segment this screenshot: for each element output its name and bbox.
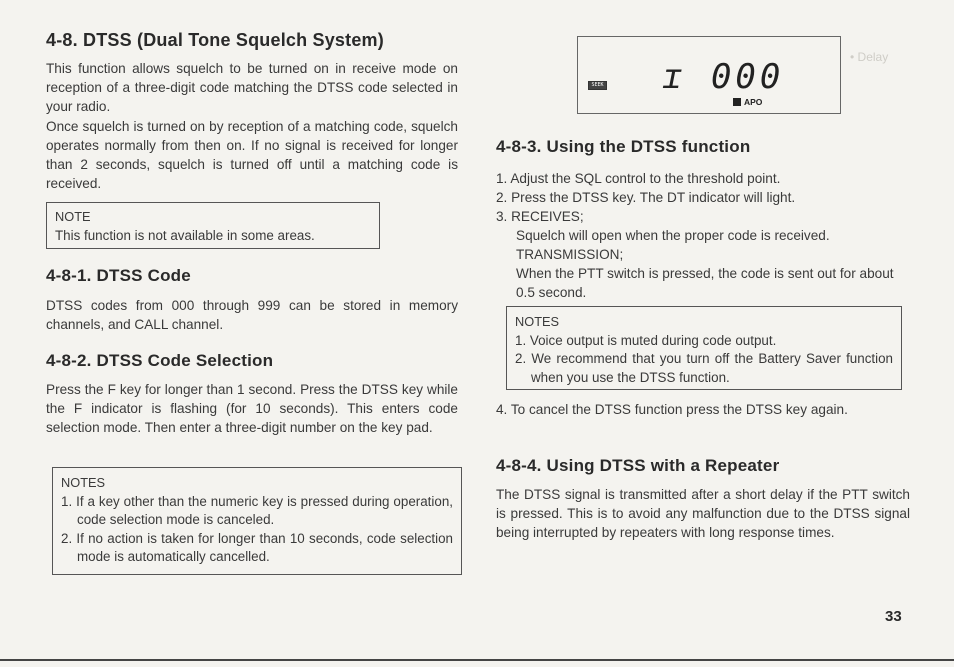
subsection-title-code-selection: 4-8-2. DTSS Code Selection	[46, 351, 274, 370]
dtss-code-text: DTSS codes from 000 through 999 can be stored in memory channels, and CALL channel.	[46, 298, 458, 333]
note-title: NOTE	[55, 209, 91, 224]
section-title: 4-8. DTSS (Dual Tone Squelch System)	[46, 30, 384, 50]
step-item: 2. Press the DTSS key. The DT indicator will light.	[496, 190, 796, 205]
apo-square-icon	[733, 98, 741, 106]
intro-paragraphs	[46, 59, 458, 193]
bottom-rule	[0, 659, 954, 661]
repeater-text: The DTSS signal is transmitted after a short delay if the PTT switch is pressed. This is to avoid any malfunction due to the DTSS signal being interrupted by repeaters with long response times.	[496, 487, 910, 541]
subsection-title-using-dtss: 4-8-3. Using the DTSS function	[496, 137, 751, 156]
note-item: 1. If a key other than the numeric key is pressed during operation, code selection mode is canceled.	[61, 493, 453, 527]
note-box	[46, 202, 380, 249]
show-through-text: • Delay	[850, 50, 889, 64]
lcd-display	[577, 36, 841, 114]
steps-list	[496, 169, 910, 302]
step-detail: TRANSMISSION;	[516, 247, 624, 262]
notes-box	[52, 467, 462, 575]
note-item: 1. Voice output is muted during code output.	[515, 332, 777, 348]
code-selection-text: Press the F key for longer than 1 second. Press the DTSS key while the F indicator is flashing (for 10 seconds). This enters code selection mode. Then enter a three-digit number on the key pad.	[46, 382, 458, 436]
intro-text-2: Once squelch is turned on by reception of a matching code, squelch operates normally from then on. If no signal is received for longer than 2 seconds, squelch is turned off until a matching code is received.	[46, 118, 458, 192]
page-number: 33	[885, 608, 902, 625]
dtss-code-digits: ɪ 000	[662, 57, 785, 97]
intro-text: This function allows squelch to be turned on in receive mode on reception of a three-digit code matching the DTSS code selected in your radio.	[46, 61, 458, 115]
note-item: 2. We recommend that you turn off the Battery Saver function when you use the DTSS function.	[515, 351, 893, 385]
step-item: 4. To cancel the DTSS function press the DTSS key again.	[496, 402, 848, 417]
step-detail: Squelch will open when the proper code is received.	[516, 228, 830, 243]
subsection-title-repeater: 4-8-4. Using DTSS with a Repeater	[496, 456, 780, 475]
notes-title: NOTES	[515, 314, 560, 329]
step-item: 1. Adjust the SQL control to the threshold point.	[496, 171, 781, 186]
step-detail: When the PTT switch is pressed, the code is sent out for about 0.5 second.	[516, 266, 894, 300]
seek-indicator: SEEK	[588, 81, 607, 90]
note-item: 2. If no action is taken for longer than 10 seconds, code selection mode is automatically cancelled.	[61, 530, 453, 564]
note-text: This function is not available in some areas.	[55, 227, 315, 243]
step-item: 3. RECEIVES;	[496, 209, 584, 224]
notes-box-right	[506, 306, 902, 390]
apo-indicator: APO	[733, 97, 762, 107]
subsection-title-dtss-code: 4-8-1. DTSS Code	[46, 266, 191, 285]
notes-title: NOTES	[61, 475, 106, 490]
